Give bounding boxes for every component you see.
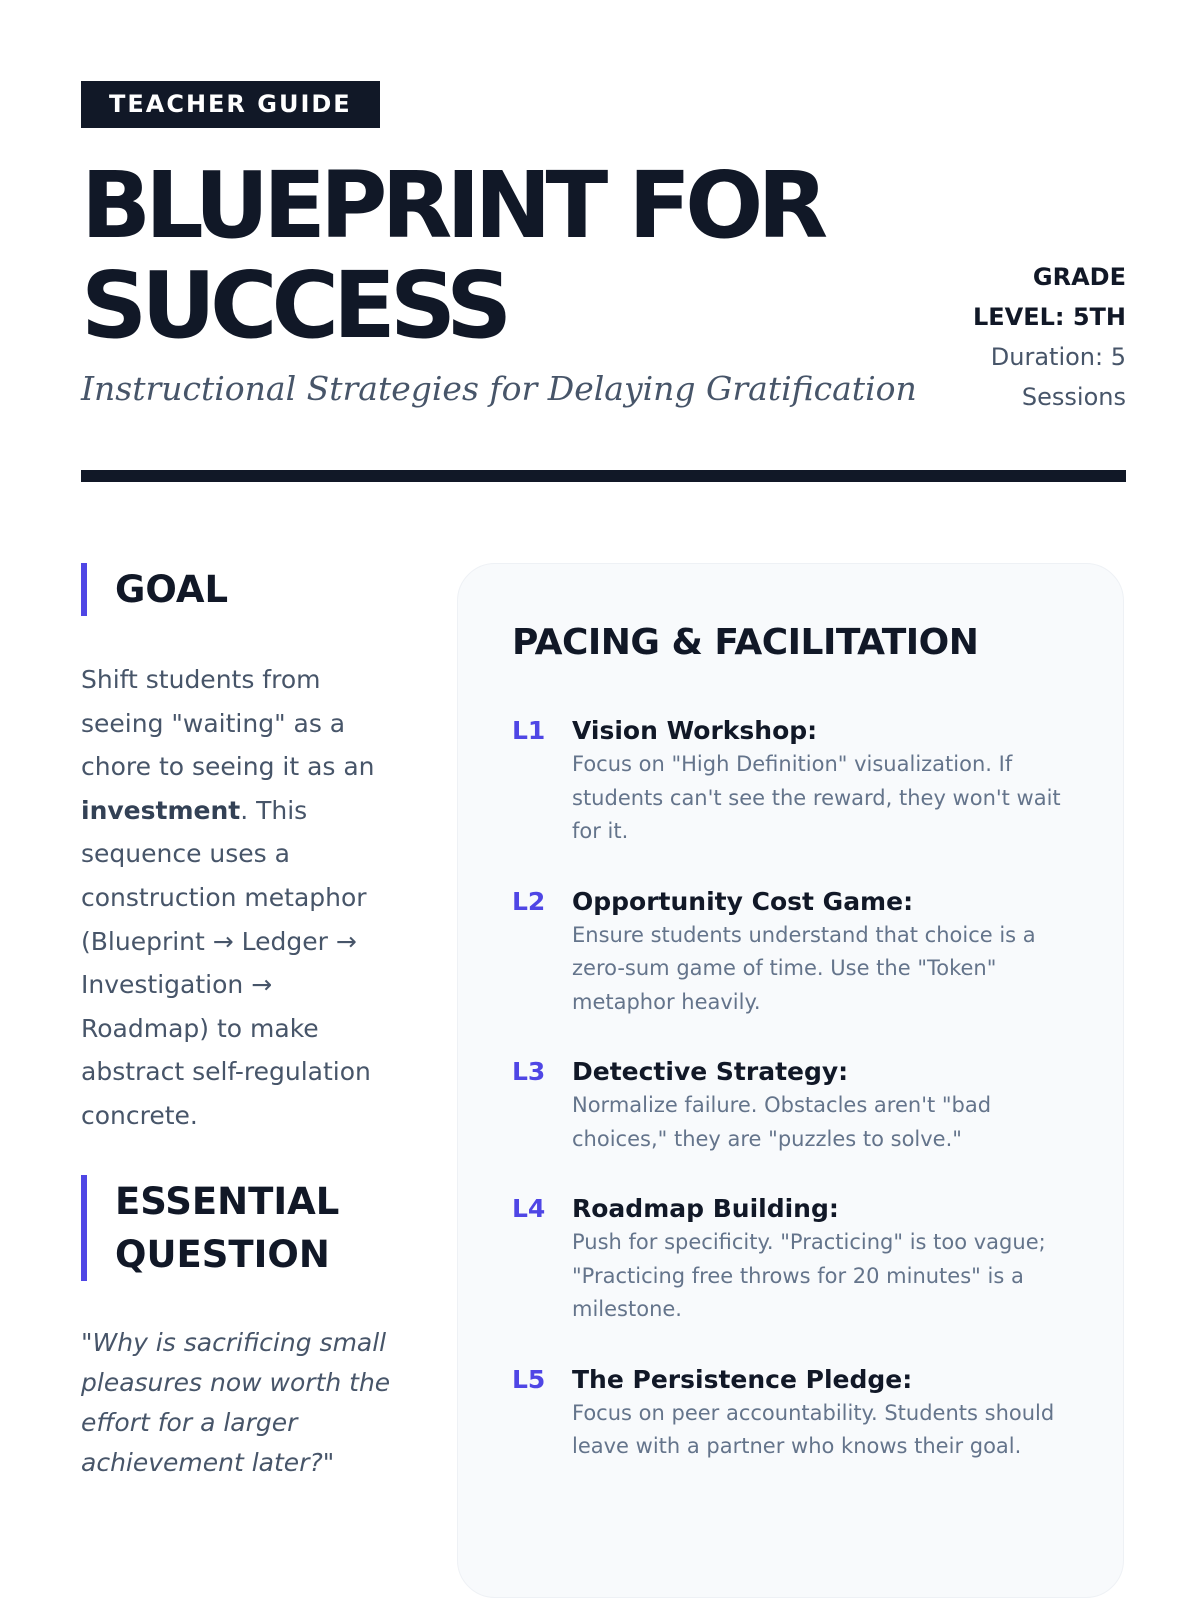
page-subtitle: Instructional Strategies for Delaying Gratification xyxy=(81,369,917,408)
teacher-guide-badge: TEACHER GUIDE xyxy=(81,81,380,128)
essential-question-quote: "Why is sacrificing small pleasures now worth the effort for a larger achievement later?" xyxy=(81,1327,391,1477)
lesson-number: L5 xyxy=(512,1364,546,1394)
lesson-title: Opportunity Cost Game: xyxy=(572,886,914,916)
lesson-number: L3 xyxy=(512,1057,546,1086)
page-title-line-1: BLUEPRINT FOR xyxy=(81,152,823,259)
lesson-body xyxy=(572,1055,1077,1156)
lesson-item xyxy=(512,885,1077,1020)
lesson-item xyxy=(512,1055,1077,1156)
goal-heading: GOAL xyxy=(81,563,391,616)
goal-text-start: Shift students from seeing "waiting" as a chore to seeing it as an xyxy=(81,665,375,782)
lesson-body xyxy=(572,714,1077,849)
pacing-card xyxy=(457,563,1124,1598)
grade-level: GRADE LEVEL: 5TH xyxy=(972,263,1126,331)
left-column xyxy=(81,563,391,1483)
lesson-title: Detective Strategy: xyxy=(572,1057,849,1086)
lesson-description: Focus on "High Definition" visualization. If students can't see the reward, they won't wait for it. xyxy=(572,752,1061,843)
lesson-number: L1 xyxy=(512,716,546,745)
lesson-title: The Persistence Pledge: xyxy=(572,1364,913,1394)
lesson-body xyxy=(572,885,1077,1020)
goal-text xyxy=(81,658,391,1138)
header-divider xyxy=(81,470,1126,482)
lesson-number: L4 xyxy=(512,1194,546,1223)
lesson-title: Roadmap Building: xyxy=(572,1194,839,1223)
lesson-description: Push for specificity. "Practicing" is too vague; "Practicing free throws for 20 minutes" is a milestone. xyxy=(572,1230,1046,1321)
pacing-heading: PACING & FACILITATION xyxy=(512,622,979,663)
teacher-guide-page xyxy=(81,81,1126,1600)
lesson-description: Ensure students understand that choice is a zero-sum game of time. Use the "Token" metaphor heavily. xyxy=(572,922,1036,1014)
duration: Duration: 5 Sessions xyxy=(990,343,1126,411)
lesson-list xyxy=(512,714,1077,1500)
lesson-item xyxy=(512,714,1077,849)
lesson-item xyxy=(512,1363,1077,1464)
lesson-item xyxy=(512,1192,1077,1327)
page-title-line-2: SUCCESS xyxy=(81,252,507,359)
goal-text-end: . This sequence uses a construction metaphor (Blueprint → Ledger → Investigation → Roadmap) to make abstract self-regulation concrete. xyxy=(81,795,371,1130)
lesson-body xyxy=(572,1363,1077,1464)
lesson-body xyxy=(572,1192,1077,1327)
lesson-number: L2 xyxy=(512,886,546,916)
page-title xyxy=(81,152,823,359)
goal-text-emphasis: investment xyxy=(81,795,241,825)
lesson-title: Vision Workshop: xyxy=(572,716,818,745)
lesson-description: Normalize failure. Obstacles aren't "bad choices," they are "puzzles to solve." xyxy=(572,1093,992,1151)
essential-question-heading: ESSENTIAL QUESTION xyxy=(81,1175,360,1281)
lesson-description: Focus on peer accountability. Students should leave with a partner who knows their goal. xyxy=(572,1400,1055,1458)
course-meta xyxy=(936,257,1126,417)
